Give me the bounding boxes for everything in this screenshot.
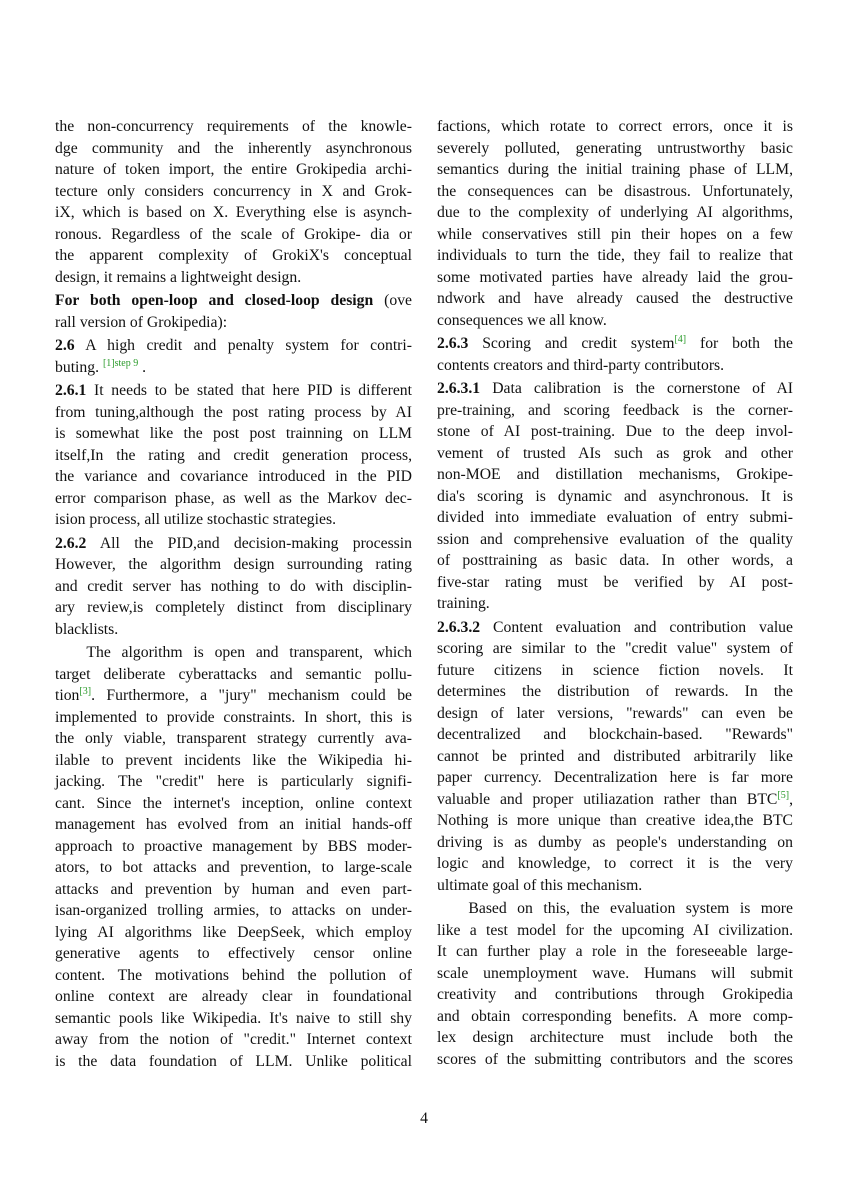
text-line	[437, 267, 793, 289]
text-line	[437, 724, 793, 746]
text-run: The algorithm is open and transparent, which	[86, 644, 412, 661]
text-line	[437, 159, 793, 181]
text-run: scoring are similar to the "credit value" system of	[437, 640, 793, 657]
text-line	[437, 181, 793, 203]
text-line	[55, 423, 412, 445]
text-line	[55, 900, 412, 922]
text-run: the apparent complexity of GrokiX's conceptual	[55, 247, 412, 264]
text-line	[55, 245, 412, 267]
text-line	[55, 488, 412, 510]
text-run: the consequences can be disastrous. Unfortunately,	[437, 182, 793, 200]
text-line	[55, 642, 412, 664]
text-line	[55, 685, 412, 707]
text-line	[55, 533, 412, 555]
text-line	[437, 617, 793, 639]
text-line	[437, 920, 793, 942]
text-run: like a test model for the upcoming AI civilization.	[437, 921, 793, 939]
section-heading: 2.6	[55, 337, 75, 354]
text-line	[55, 159, 412, 181]
text-line	[55, 597, 412, 619]
text-run: from tuning,although the post rating process by AI	[55, 403, 412, 421]
text-line	[55, 793, 412, 815]
section-heading: For both open-loop and closed-loop design	[55, 292, 374, 309]
paragraph	[437, 333, 793, 376]
text-run: Scoring and credit system	[468, 335, 675, 352]
text-run: generative agents to effectively censor online	[55, 945, 412, 962]
text-run: lex design architecture must include both the	[437, 1029, 793, 1046]
text-run: Content evaluation and contribution value	[480, 618, 793, 636]
text-run: contents creators and third-party contributors.	[437, 356, 725, 374]
text-line	[55, 509, 412, 531]
paragraph	[437, 898, 793, 1070]
text-run: away from the notion of "credit." Internet context	[55, 1031, 412, 1048]
left-column	[55, 116, 412, 1074]
text-line	[437, 245, 793, 267]
text-run: It can further play a role in the foreseeable large-	[437, 943, 793, 960]
text-run: dge community and the inherently asynchronous	[55, 139, 412, 157]
paragraph	[55, 290, 412, 333]
text-run: and obtain corresponding benefits. A more comp-	[437, 1007, 793, 1025]
text-run: tecture only considers concurrency in X and Grok-	[55, 182, 412, 200]
text-line	[55, 445, 412, 467]
text-line	[437, 443, 793, 465]
text-run: determines the distribution of rewards. In the	[437, 683, 793, 700]
text-run: ary review,is completely distinct from disciplinary	[55, 599, 412, 616]
paragraph	[55, 116, 412, 288]
text-run: A high credit and penalty system for contri-	[74, 337, 412, 354]
text-line	[437, 767, 793, 789]
text-line	[437, 1049, 793, 1071]
text-line	[55, 1029, 412, 1051]
section-heading: 2.6.3.2	[437, 618, 481, 636]
text-run: design, it remains a lightweight design.	[55, 268, 302, 286]
text-run: paper currency. Decentralization here is far more	[437, 769, 793, 786]
text-run: ,	[789, 790, 793, 808]
text-run: . Furthermore, a "jury" mechanism could be	[91, 687, 412, 704]
text-line	[437, 984, 793, 1006]
text-run: the only viable, transparent strategy currently ava-	[55, 730, 412, 747]
paragraph	[55, 380, 412, 531]
text-line	[55, 380, 412, 402]
text-run: isan-organized trolling armies, to attacks on under-	[55, 902, 412, 919]
text-line	[55, 728, 412, 750]
paragraph	[437, 617, 793, 897]
text-line	[55, 619, 412, 641]
text-run: cannot be printed and distributed arbitrarily like	[437, 747, 793, 765]
text-run: future citizens in science fiction novels. It	[437, 661, 793, 679]
text-run: ators, to bot attacks and prevention, to large-scale	[55, 859, 412, 876]
text-line	[55, 116, 412, 138]
text-line	[55, 664, 412, 686]
text-line	[55, 224, 412, 246]
text-run: driving is as dumby as people's understanding on	[437, 833, 793, 851]
text-run: online context are already clear in foundational	[55, 988, 412, 1005]
text-run: factions, which rotate to correct errors, once it is	[437, 118, 793, 135]
text-run: target deliberate cyberattacks and semantic pollu-	[55, 665, 412, 683]
text-run: decentralized and blockchain-based. "Rewards"	[437, 726, 793, 743]
text-line	[437, 202, 793, 224]
text-run: and credit server has nothing to do with disciplin-	[55, 577, 412, 595]
citation-link[interactable]: [4]	[674, 334, 687, 345]
text-run: Based on this, the evaluation system is more	[468, 900, 793, 917]
text-line	[55, 707, 412, 729]
text-line	[437, 832, 793, 854]
text-run: the variance and covariance introduced in the PID	[55, 468, 412, 485]
paragraph	[55, 335, 412, 378]
text-run: for both the	[686, 335, 793, 352]
text-run: due to the complexity of underlying AI algorithms,	[437, 204, 793, 221]
paragraph	[437, 378, 793, 615]
text-line	[55, 267, 412, 289]
text-line	[437, 529, 793, 551]
right-column	[437, 116, 793, 1072]
text-line	[55, 357, 412, 379]
text-line	[437, 853, 793, 875]
section-heading: 2.6.3	[437, 335, 469, 352]
text-run: ultimate goal of this mechanism.	[437, 876, 643, 894]
text-line	[437, 355, 793, 377]
text-line	[55, 138, 412, 160]
text-run: tion	[55, 687, 80, 704]
text-line	[437, 378, 793, 400]
text-run: itself,In the rating and credit generation process,	[55, 446, 412, 464]
text-run: It needs to be stated that here PID is different	[86, 382, 412, 399]
text-line	[437, 941, 793, 963]
text-line	[55, 402, 412, 424]
text-run: is the data foundation of LLM. Unlike political	[55, 1052, 412, 1070]
text-run: .	[138, 358, 147, 376]
text-run: training.	[437, 595, 490, 612]
text-line	[437, 638, 793, 660]
text-line	[55, 986, 412, 1008]
text-run: iX, which is based on X. Everything else is asynch-	[55, 204, 412, 221]
text-run: consequences we all know.	[437, 311, 607, 329]
text-line	[437, 593, 793, 615]
text-line	[437, 1006, 793, 1028]
text-run: content. The motivations behind the pollution of	[55, 966, 412, 984]
paragraph	[55, 533, 412, 641]
paragraph	[437, 116, 793, 331]
text-run: vement of trusted AIs such as grok and other	[437, 444, 793, 462]
text-run: some motivated parties have already laid the grou-	[437, 268, 793, 286]
text-run: is somewhat like the post post trainning on LLM	[55, 425, 412, 442]
text-run: valuable and proper utiliazation rather than BTC	[437, 790, 778, 808]
text-run: lying AI algorithms like DeepSeek, which employ	[55, 923, 412, 941]
text-run: dia's scoring is dynamic and asynchronous. It is	[437, 487, 793, 505]
text-run: logic and knowledge, to correct it is the very	[437, 855, 793, 872]
text-line	[437, 1027, 793, 1049]
text-run: management has evolved from an initial hands-off	[55, 816, 412, 833]
text-run: scores of the submitting contributors and the scores	[437, 1050, 793, 1068]
text-run: divided into immediate evaluation of entry submi-	[437, 509, 793, 526]
citation-link[interactable]: [1]step 9	[102, 357, 139, 369]
text-line	[437, 486, 793, 508]
text-run: (ove	[373, 292, 413, 309]
text-run: of posttraining as basic data. In other words, a	[437, 552, 793, 569]
text-line	[437, 400, 793, 422]
text-run: pre-training, and scoring feedback is the corner-	[437, 401, 793, 419]
text-run: jacking. The "credit" here is particularly signifi-	[55, 773, 412, 790]
text-run: approach to proactive management by BBS moder-	[55, 837, 412, 855]
text-line	[55, 290, 412, 312]
text-line	[55, 965, 412, 987]
text-run: However, the algorithm design surrounding rating	[55, 556, 412, 573]
page-number: 4	[420, 1110, 428, 1127]
text-line	[55, 836, 412, 858]
text-line	[55, 771, 412, 793]
text-line	[437, 572, 793, 594]
text-run: ssion and comprehensive evaluation of the quality	[437, 530, 793, 548]
text-line	[55, 181, 412, 203]
text-run: scale unemployment wave. Humans will submit	[437, 964, 793, 982]
text-line	[437, 660, 793, 682]
section-heading: 2.6.3.1	[437, 380, 481, 397]
text-run: rall version of Grokipedia):	[55, 313, 228, 331]
text-line	[437, 138, 793, 160]
text-run: non-MOE and distillation mechanisms, Grokipe-	[437, 466, 793, 483]
text-line	[55, 466, 412, 488]
text-run: individuals to turn the tide, they fail to realize that	[437, 247, 793, 264]
text-line	[55, 1008, 412, 1030]
text-line	[437, 810, 793, 832]
citation-link[interactable]: [3]	[79, 686, 92, 697]
section-heading: 2.6.1	[55, 382, 87, 399]
text-run: the non-concurrency requirements of the knowle-	[55, 118, 412, 135]
text-run: severely polluted, generating untrustworthy basic	[437, 139, 793, 157]
text-line	[55, 879, 412, 901]
text-line	[437, 963, 793, 985]
text-run: implemented to provide constraints. In short, this is	[55, 708, 412, 726]
text-line	[55, 943, 412, 965]
text-line	[437, 789, 793, 811]
text-run: while conservatives still pin their hopes on a few	[437, 225, 793, 243]
text-run: design of later versions, "rewards" can even be	[437, 704, 793, 722]
text-run: nature of token import, the entire Grokipedia archi-	[55, 161, 412, 178]
text-line	[55, 202, 412, 224]
text-line	[55, 750, 412, 772]
text-run: buting.	[55, 358, 103, 376]
text-run: creativity and contributions through Grokipedia	[437, 986, 793, 1003]
text-run: ision process, all utilize stochastic strategies.	[55, 511, 336, 528]
text-line	[437, 681, 793, 703]
text-run: cant. Since the internet's inception, online context	[55, 794, 412, 812]
text-line	[437, 288, 793, 310]
text-run: All the PID,and decision-making processin	[86, 534, 412, 552]
text-run: semantics during the initial training phase of LLM,	[437, 161, 793, 178]
paragraph	[55, 642, 412, 1072]
text-line	[437, 310, 793, 332]
text-line	[55, 554, 412, 576]
text-run: semantic pools like Wikipedia. It's naive to still shy	[55, 1009, 412, 1027]
text-run: blacklists.	[55, 620, 119, 638]
text-run: ronous. Regardless of the scale of Grokipe- dia or	[55, 225, 412, 243]
text-run: ilable to prevent incidents like the Wikipedia hi-	[55, 751, 412, 769]
text-line	[437, 224, 793, 246]
text-run: Nothing is more unique than creative idea,the BTC	[437, 812, 793, 829]
text-line	[437, 746, 793, 768]
text-line	[437, 507, 793, 529]
text-line	[437, 550, 793, 572]
citation-link[interactable]: [5]	[777, 789, 790, 801]
text-line	[437, 875, 793, 897]
text-run: attacks and prevention by human and even part-	[55, 880, 412, 898]
text-line	[437, 116, 793, 138]
text-run: ndwork and have already caused the destructive	[437, 290, 793, 307]
text-line	[55, 814, 412, 836]
text-line	[437, 333, 793, 355]
text-run: five-star rating must be verified by AI post-	[437, 573, 793, 591]
text-line	[437, 898, 793, 920]
text-line	[55, 576, 412, 598]
text-line	[437, 703, 793, 725]
text-line	[55, 922, 412, 944]
text-run: stone of AI post-training. Due to the deep invol-	[437, 423, 793, 440]
text-line	[55, 312, 412, 334]
text-line	[55, 1051, 412, 1073]
text-run: error comparison phase, as well as the Markov dec-	[55, 489, 412, 507]
section-heading: 2.6.2	[55, 534, 87, 552]
text-line	[437, 421, 793, 443]
text-run: Data calibration is the cornerstone of AI	[480, 380, 793, 397]
text-line	[437, 464, 793, 486]
text-line	[55, 335, 412, 357]
text-line	[55, 857, 412, 879]
